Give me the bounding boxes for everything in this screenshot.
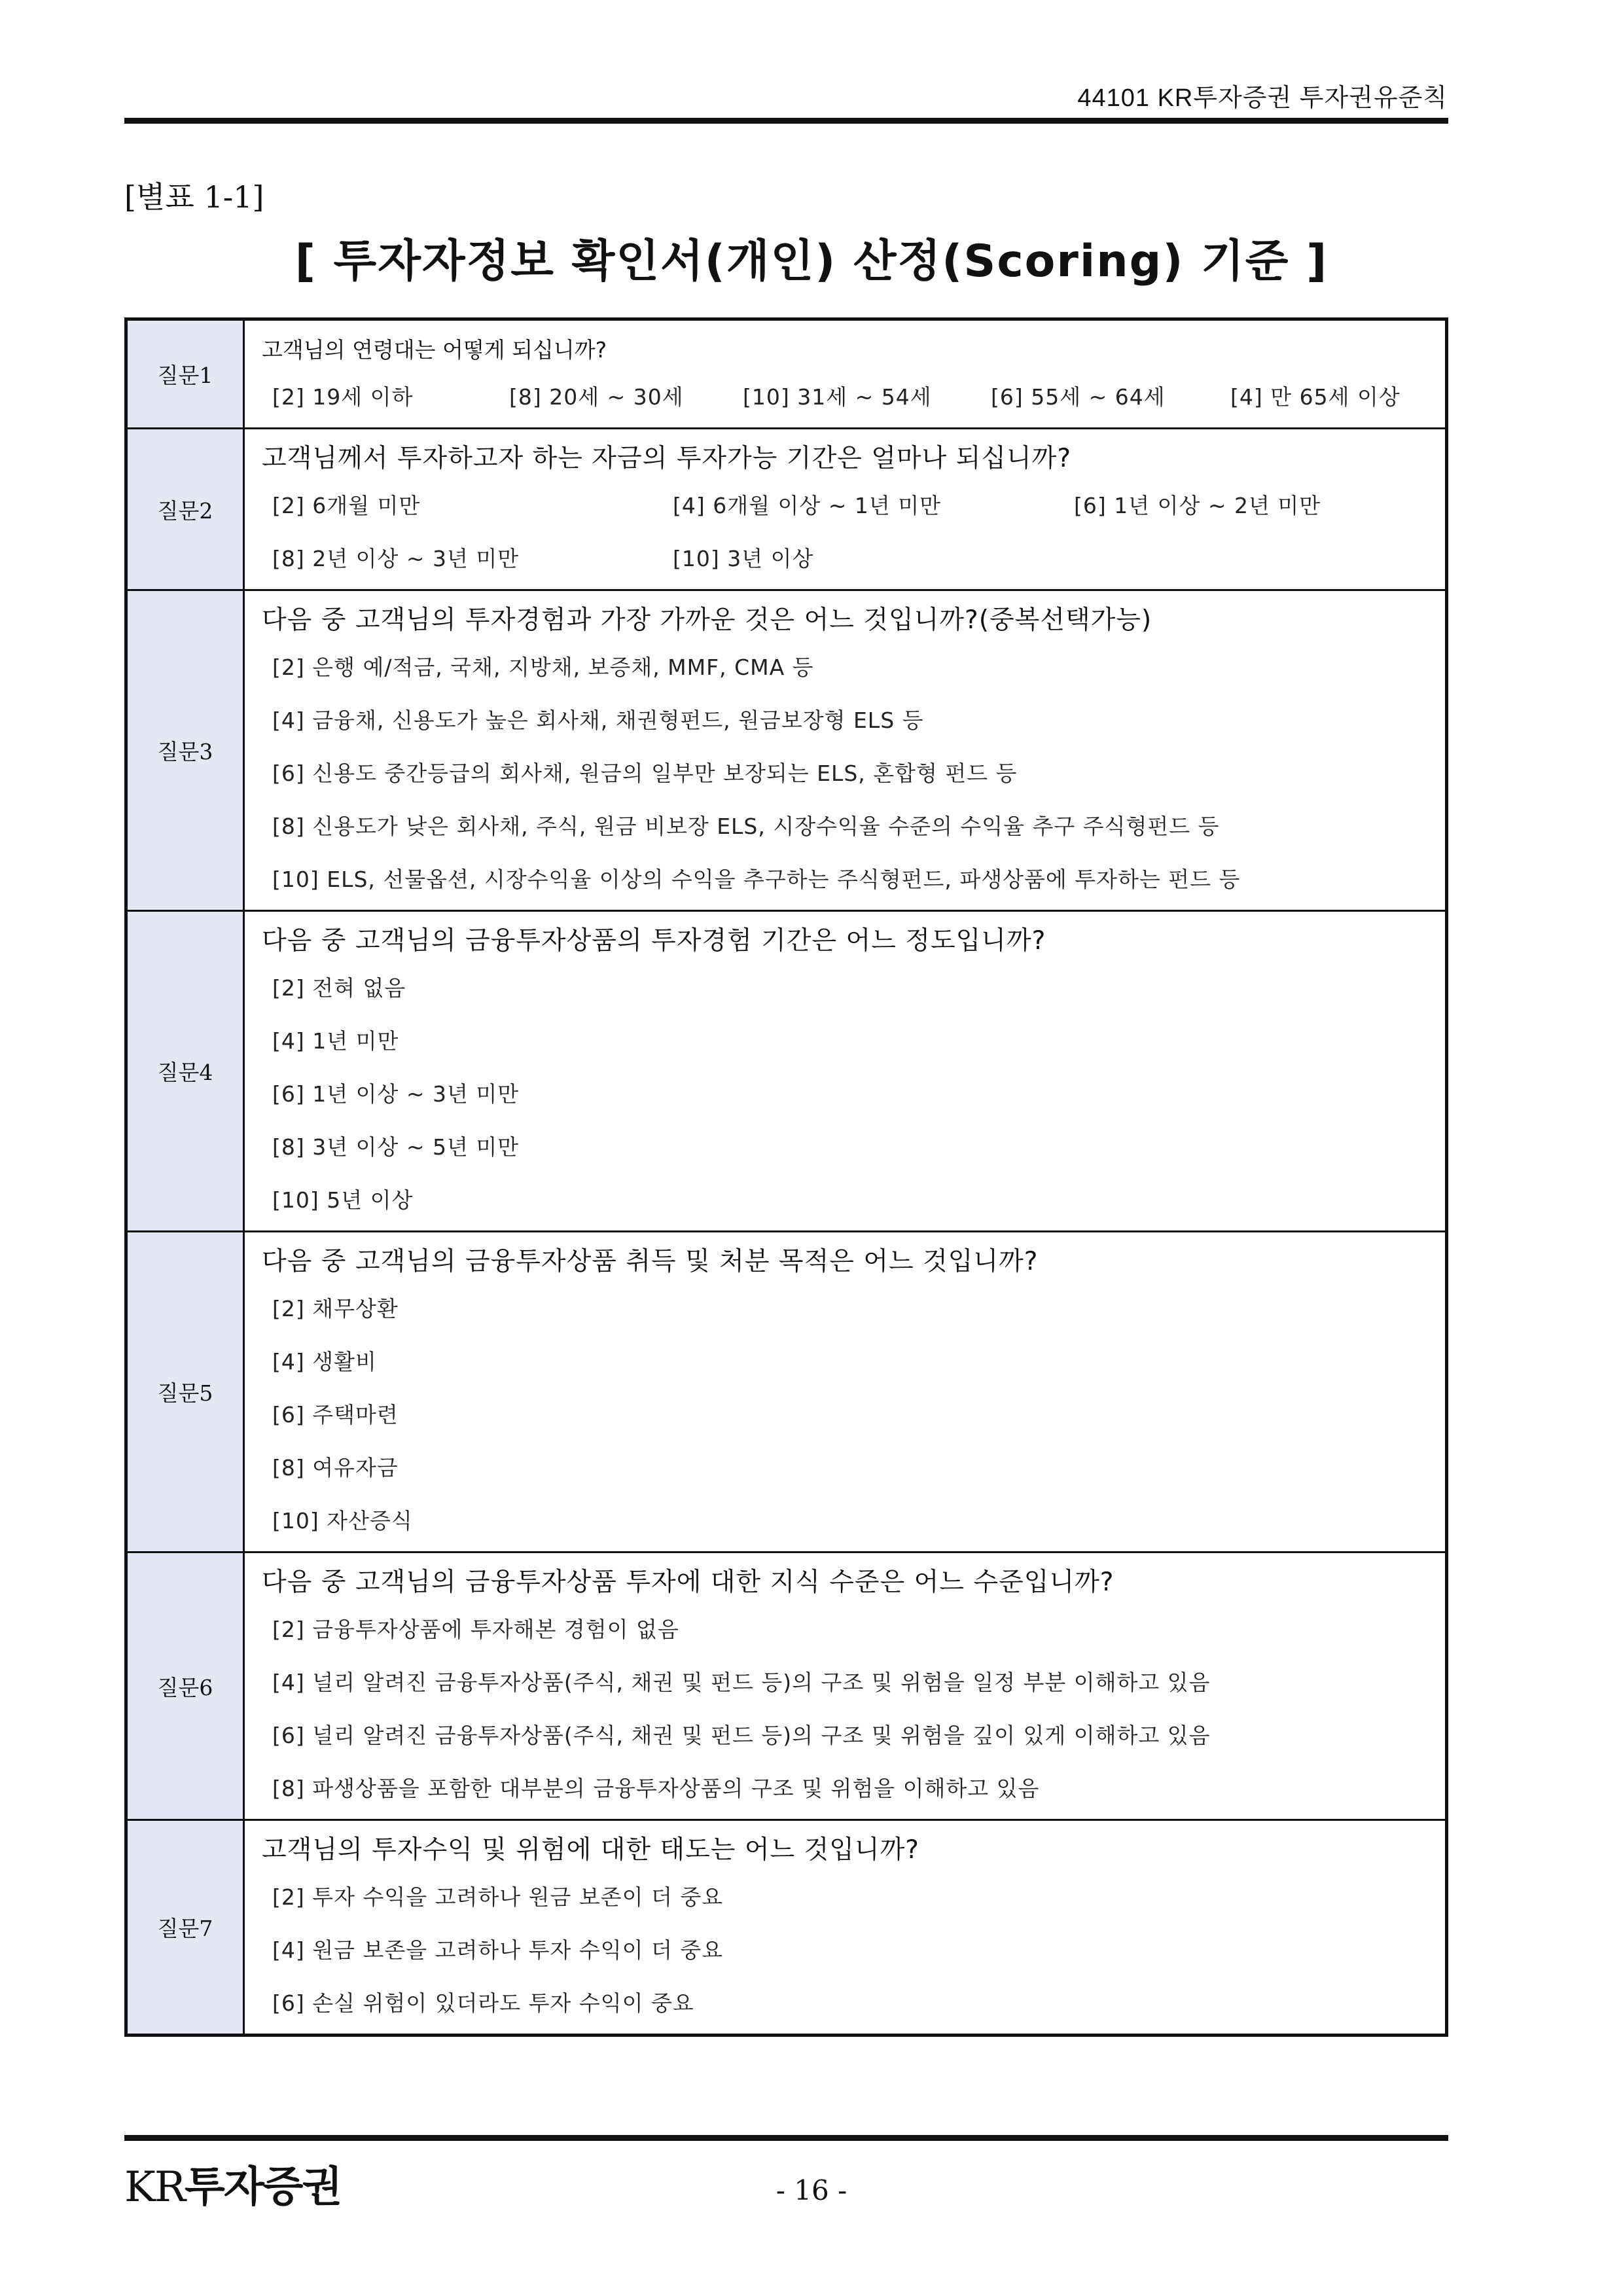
option: [6] 55세 ~ 64세 [991,384,1166,410]
question-label: 질문7 [126,1820,244,2036]
logo-korean: 투자증권 [185,2163,342,2212]
option: [10] ELS, 선물옵션, 시장수익율 이상의 수익을 추구하는 주식형펀드, 파생상품에 투자하는 펀드 등 [272,867,1241,892]
question-text: 고객님께서 투자하고자 하는 자금의 투자가능 기간은 얼마나 되십니까? [262,444,1072,473]
question-cell [244,911,1447,1232]
option: [10] 31세 ~ 54세 [743,384,932,410]
footer-rule [124,2135,1448,2141]
option: [2] 은행 예/적금, 국채, 지방채, 보증채, MMF, CMA 등 [272,655,814,680]
option: [10] 5년 이상 [272,1187,414,1213]
option: [6] 신용도 중간등급의 회사채, 원금의 일부만 보장되는 ELS, 혼합형 펀드 등 [272,761,1018,786]
option-row [272,370,1445,423]
option: [4] 원금 보존을 고려하나 투자 수익이 더 중요 [272,1937,724,1963]
option: [2] 전혀 없음 [272,975,406,1001]
option: [8] 신용도가 낮은 회사채, 주식, 원금 비보장 ELS, 시장수익율 수준의 수익율 추구 주식형펀드 등 [272,814,1220,839]
option: [6] 주택마련 [272,1402,399,1427]
option: [4] 만 65세 이상 [1230,384,1400,410]
option: [4] 6개월 이상 ~ 1년 미만 [673,493,941,518]
option: [6] 1년 이상 ~ 2년 미만 [1074,493,1321,518]
option: [2] 금융투자상품에 투자해본 경험이 없음 [272,1617,679,1642]
annex-label: [별표 1-1] [124,179,264,215]
question-text: 다음 중 고객님의 투자경험과 가장 가까운 것은 어느 것입니까?(중복선택가능) [262,605,1152,635]
option: [8] 20세 ~ 30세 [509,384,684,410]
option: [2] 투자 수익을 고려하나 원금 보존이 더 중요 [272,1884,724,1910]
page-title: [ 투자자정보 확인서(개인) 산정(Scoring) 기준 ] [294,236,1329,287]
option-row [272,532,1445,585]
question-cell [244,1820,1447,2036]
option: [6] 널리 알려진 금융투자상품(주식, 채권 및 펀드 등)의 구조 및 위험을 깊이 있게 이해하고 있음 [272,1723,1211,1748]
document-header: 44101 KR투자증권 투자권유준칙 [1077,84,1448,112]
question-text: 고객님의 투자수익 및 위험에 대한 태도는 어느 것입니까? [262,1835,919,1865]
question-row-5 [126,1232,1447,1552]
option: [6] 손실 위험이 있더라도 투자 수익이 중요 [272,1990,694,2016]
option-row [272,479,1445,532]
page-number: - 16 - [776,2174,847,2206]
option: [8] 파생상품을 포함한 대부분의 금융투자상품의 구조 및 위험을 이해하고 있음 [272,1776,1040,1801]
option: [8] 3년 이상 ~ 5년 미만 [272,1134,520,1160]
question-label: 질문3 [126,590,244,911]
question-row-7 [126,1820,1447,2036]
question-row-6 [126,1552,1447,1820]
option: [4] 금융채, 신용도가 높은 회사채, 채권형펀드, 원금보장형 ELS 등 [272,708,924,733]
option: [4] 1년 미만 [272,1028,399,1054]
question-label: 질문6 [126,1552,244,1820]
question-row-1 [126,319,1447,429]
option: [6] 1년 이상 ~ 3년 미만 [272,1081,520,1107]
option: [10] 3년 이상 [673,546,814,571]
header-rule [124,118,1448,124]
option: [4] 생활비 [272,1349,377,1374]
option: [10] 자산증식 [272,1508,413,1534]
question-text: 다음 중 고객님의 금융투자상품 취득 및 처분 목적은 어느 것입니까? [262,1247,1039,1276]
option: [8] 여유자금 [272,1455,399,1480]
option: [4] 널리 알려진 금융투자상품(주식, 채권 및 펀드 등)의 구조 및 위험을 일정 부분 이해하고 있음 [272,1670,1211,1695]
question-cell [244,1232,1447,1552]
question-label: 질문2 [126,429,244,590]
question-cell [244,319,1447,429]
option: [2] 6개월 미만 [272,493,421,518]
option: [8] 2년 이상 ~ 3년 미만 [272,546,520,571]
scoring-table [124,317,1448,2037]
question-cell [244,1552,1447,1820]
question-text: 다음 중 고객님의 금융투자상품의 투자경험 기간은 어느 정도입니까? [262,926,1046,956]
question-cell [244,590,1447,911]
question-label: 질문4 [126,911,244,1232]
question-row-4 [126,911,1447,1232]
question-label: 질문1 [126,319,244,429]
question-text: 고객님의 연령대는 어떻게 되십니까? [262,337,607,363]
question-row-3 [126,590,1447,911]
question-cell [244,429,1447,590]
option: [2] 채무상환 [272,1296,399,1321]
question-text: 다음 중 고객님의 금융투자상품 투자에 대한 지식 수준은 어느 수준입니까? [262,1568,1115,1597]
logo-latin: KR [124,2163,185,2212]
option: [2] 19세 이하 [272,384,414,410]
question-row-2 [126,429,1447,590]
question-label: 질문5 [126,1232,244,1552]
